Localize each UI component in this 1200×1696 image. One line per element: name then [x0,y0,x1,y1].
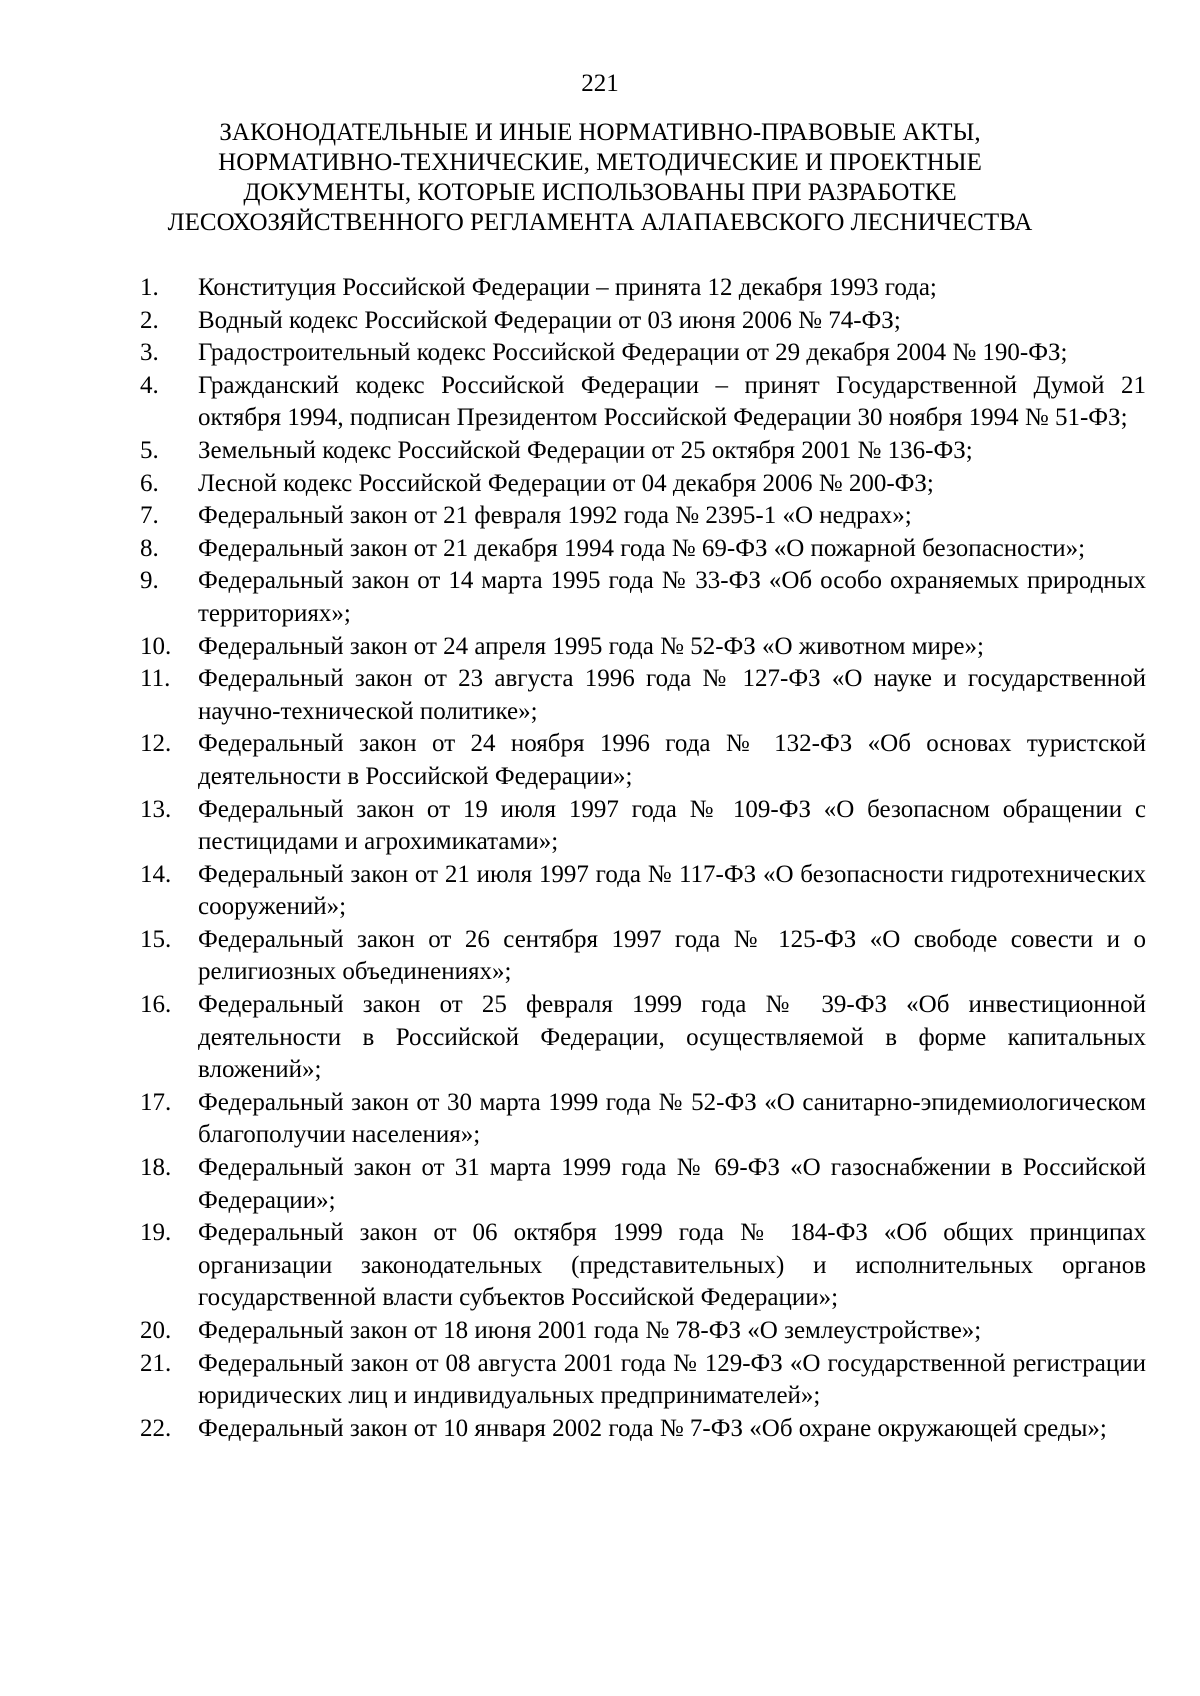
list-item-text: Федеральный закон от 14 марта 1995 года № 33-ФЗ «Об особо охраняемых природных территориях»; [198,567,1146,627]
list-item-text: Лесной кодекс Российской Федерации от 04 декабря 2006 № 200-ФЗ; [198,469,934,497]
list-item [140,989,1146,1087]
list-item [140,1087,1146,1152]
list-item-text: Федеральный закон от 24 апреля 1995 года № 52-ФЗ «О животном мире»; [198,632,984,660]
list-item-text: Федеральный закон от 21 февраля 1992 года № 2395-1 «О недрах»; [198,502,912,530]
list-item-text: Федеральный закон от 26 сентября 1997 года № 125-ФЗ «О свободе совести и о религиозных объединениях»; [198,925,1146,986]
list-item [140,370,1146,435]
list-item [140,631,1146,664]
list-item-number: 13. [140,795,172,823]
list-item-text: Конституция Российской Федерации – принята 12 декабря 1993 года; [198,274,937,301]
list-item [140,663,1146,728]
list-item-number: 14. [140,860,172,888]
list-item-text: Федеральный закон от 24 ноября 1996 года № 132-ФЗ «Об основах туристской деятельности в Российской Федерации»; [198,730,1146,790]
list-item-text: Федеральный закон от 06 октября 1999 года № 184-ФЗ «Об общих принципах организации законодательных (представительных) и исполнительных органов государственной власти субъектов Российской Федерации»; [198,1219,1146,1312]
list-item-number: 3. [140,339,159,367]
list-item-number: 22. [140,1414,172,1442]
list-item-number: 11. [140,665,171,693]
list-item [140,435,1146,468]
list-item-number: 8. [140,534,159,562]
list-item-number: 9. [140,567,159,595]
list-item-number: 5. [140,436,159,464]
list-item [140,1152,1146,1217]
list-item [140,924,1146,989]
list-item-text: Гражданский кодекс Российской Федерации – принят Государственной Думой 21 октября 1994, подписан Президентом Российской Федерации 30 ноября 1994 № 51-ФЗ; [198,371,1146,432]
page-number: 221 [581,70,619,97]
list-item [140,468,1146,501]
list-item-text: Федеральный закон от 10 января 2002 года № 7-ФЗ «Об охране окружающей среды»; [198,1414,1107,1442]
list-item-number: 20. [140,1317,172,1344]
list-item-number: 21. [140,1349,172,1377]
list-item-text: Градостроительный кодекс Российской Федерации от 29 декабря 2004 № 190-ФЗ; [198,339,1068,367]
list-item-text: Водный кодекс Российской Федерации от 03 июня 2006 № 74-ФЗ; [198,306,901,334]
list-item-text: Федеральный закон от 18 июня 2001 года № 78-ФЗ «О землеустройстве»; [198,1317,982,1344]
list-item-text: Федеральный закон от 30 марта 1999 года № 52-ФЗ «О санитарно-эпидемиологическом благополучии населения»; [198,1088,1146,1149]
list-item-text: Федеральный закон от 19 июля 1997 года № 109-ФЗ «О безопасном обращении с пестицидами и агрохимикатами»; [198,795,1146,856]
list-item [140,565,1146,630]
title-line: ЗАКОНОДАТЕЛЬНЫЕ И ИНЫЕ НОРМАТИВНО-ПРАВОВЫЕ АКТЫ, [219,119,981,146]
list-item [140,794,1146,859]
list-item-number: 1. [140,274,159,301]
title-line: ДОКУМЕНТЫ, КОТОРЫЕ ИСПОЛЬЗОВАНЫ ПРИ РАЗРАБОТКЕ [243,179,957,206]
list-item-number: 10. [140,632,172,660]
documents-list [140,272,1146,1445]
list-item-number: 6. [140,469,159,497]
list-item-number: 18. [140,1154,172,1182]
list-item-number: 12. [140,730,172,758]
title-line: НОРМАТИВНО-ТЕХНИЧЕСКИЕ, МЕТОДИЧЕСКИЕ И ПРОЕКТНЫЕ [218,149,982,176]
list-item [140,1348,1146,1413]
list-item-number: 16. [140,991,172,1019]
list-item [140,337,1146,370]
list-item-text: Федеральный закон от 21 июля 1997 года № 117-ФЗ «О безопасности гидротехнических сооружений»; [198,860,1146,921]
title-line: ЛЕСОХОЗЯЙСТВЕННОГО РЕГЛАМЕНТА АЛАПАЕВСКОГО ЛЕСНИЧЕСТВА [167,209,1033,236]
list-item [140,305,1146,338]
list-item-text: Земельный кодекс Российской Федерации от 25 октября 2001 № 136-ФЗ; [198,436,973,464]
list-item-text: Федеральный закон от 25 февраля 1999 года № 39-ФЗ «Об инвестиционной деятельности в Российской Федерации, осуществляемой в форме капитальных вложений»; [198,991,1146,1084]
list-item [140,1315,1146,1348]
list-item-number: 19. [140,1219,172,1247]
list-item-number: 7. [140,502,159,530]
list-item [140,728,1146,793]
list-item [140,1217,1146,1315]
document-title [100,118,1100,238]
list-item-text: Федеральный закон от 23 августа 1996 года № 127-ФЗ «О науке и государственной научно-технической политике»; [198,665,1146,725]
list-item-number: 17. [140,1088,172,1116]
list-item-number: 4. [140,371,159,399]
list-item [140,859,1146,924]
list-item [140,1413,1146,1446]
list-item-text: Федеральный закон от 08 августа 2001 года № 129-ФЗ «О государственной регистрации юридических лиц и индивидуальных предпринимателей»; [198,1349,1146,1410]
list-item-text: Федеральный закон от 21 декабря 1994 года № 69-ФЗ «О пожарной безопасности»; [198,534,1086,562]
list-item [140,533,1146,566]
list-item-number: 2. [140,306,159,334]
list-item-number: 15. [140,925,172,953]
list-item [140,500,1146,533]
list-item-text: Федеральный закон от 31 марта 1999 года № 69-ФЗ «О газоснабжении в Российской Федерации»; [198,1154,1146,1214]
list-item [140,272,1146,305]
